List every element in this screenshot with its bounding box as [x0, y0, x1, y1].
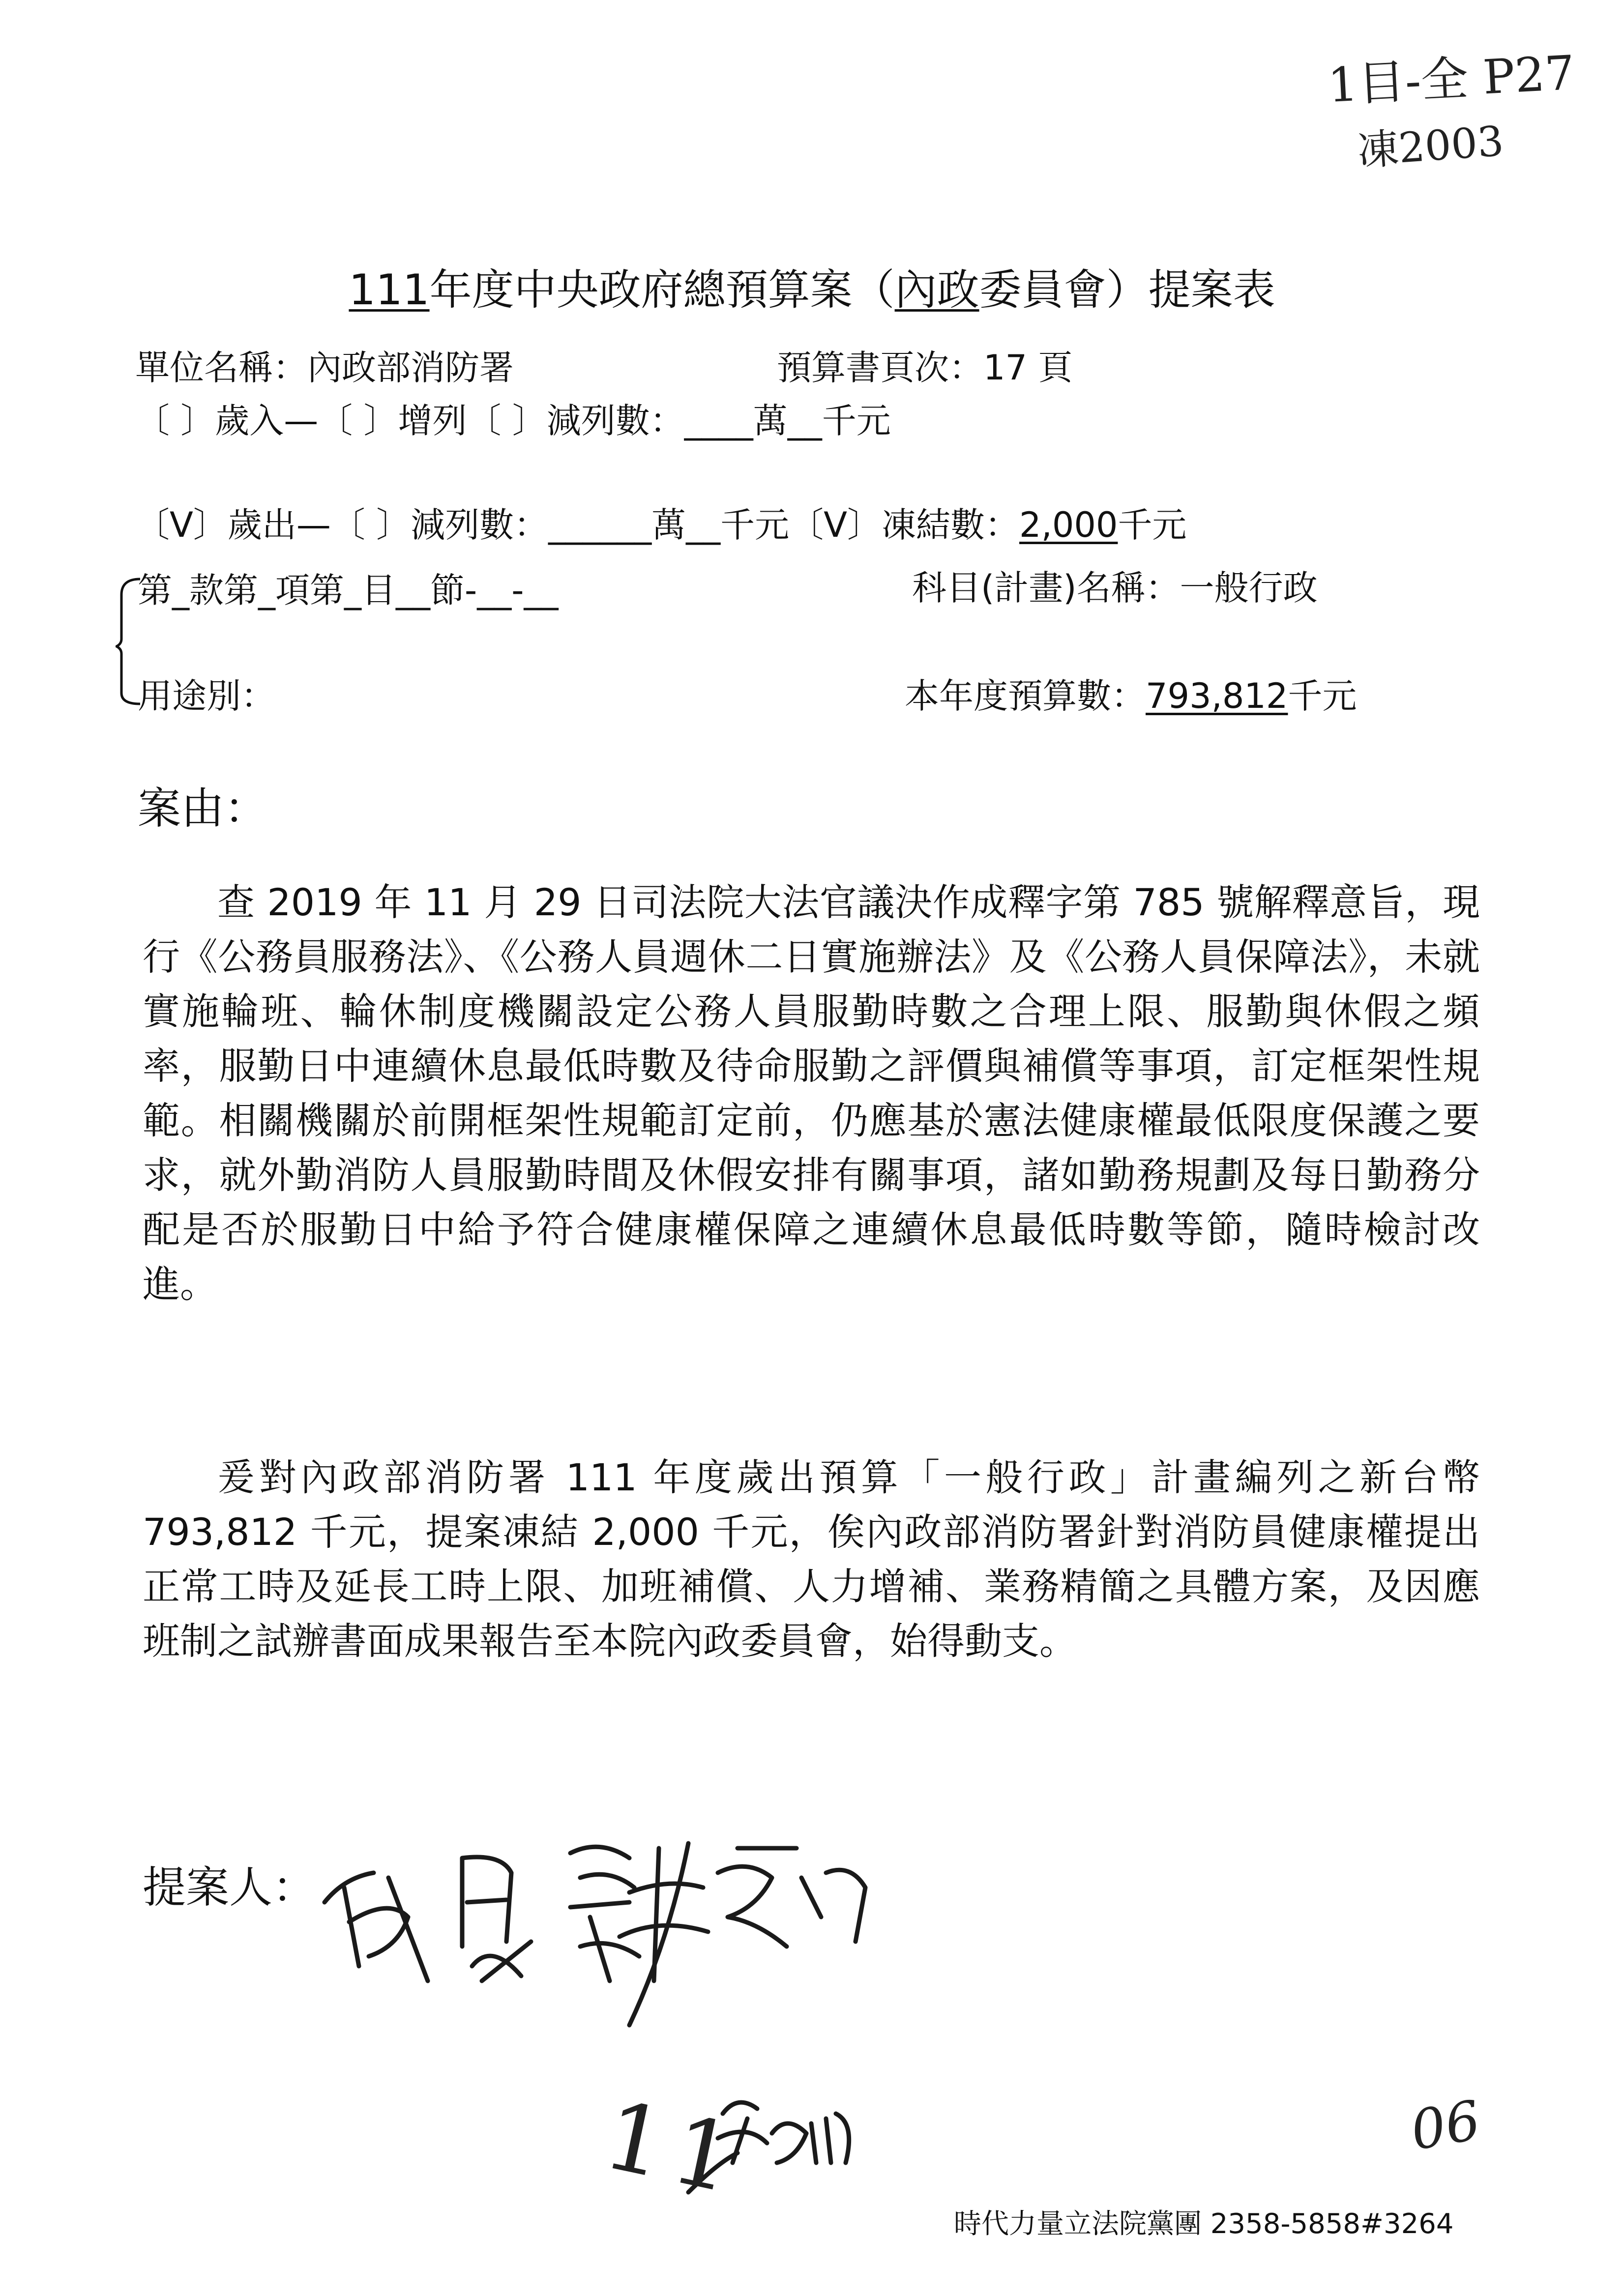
handwritten-note-freeze: 凍2003 [1356, 116, 1506, 175]
subject-name: 科目(計畫)名稱：一般行政 [912, 568, 1318, 608]
expense-line: 〔V〕歲出—〔 〕減列數：______萬__千元〔V〕凍結數：2,000千元 [135, 505, 1187, 545]
reason-heading: 案由： [138, 783, 268, 834]
handwritten-mark-11: 11 [595, 2081, 753, 2216]
usage-label: 用途別： [138, 676, 275, 716]
proposer-label: 提案人： [143, 1862, 316, 1913]
section-line: 第_款第_項第_目__節-__-__ [138, 570, 559, 610]
reason-paragraph-2: 爰對內政部消防署 111 年度歲出預算「一般行政」計畫編列之新台幣 793,812 千元，提案凍結 2,000 千元，俟內政部消防署針對消防員健康權提出正常工時及延長工時上限、加班補償、人力增補、業務精簡之具體方案，及因應班制之試辦書面成果報告至本院內政委員會，始得動支。 [143, 1455, 1480, 1663]
revenue-line: 〔 〕歲入—〔 〕增列〔 〕減列數：____萬__千元 [135, 401, 891, 441]
page-number: 06 [1406, 2088, 1485, 2163]
footer-contact: 時代力量立法院黨團 2358-5858#3264 [954, 2208, 1454, 2240]
budget-total: 本年度預算數：793,812千元 [905, 676, 1357, 716]
reason-paragraph-1: 查 2019 年 11 月 29 日司法院大法官議決作成釋字第 785 號解釋意旨，現行《公務員服務法》、《公務人員週休二日實施辦法》及《公務人員保障法》，未就實施輪班、輪休制度機關設定公務人員服勤時數之合理上限、服勤與休假之頻率，服勤日中連續休息最低時數及待命服勤之評價與補償等事項，訂定框架性規範。相關機關於前開框架性規範訂定前，仍應基於憲法健康權最低限度保護之要求，就外勤消防人員服勤時間及休假安排有關事項，諸如勤務規劃及每日勤務分配是否於服勤日中給予符合健康權保障之連續休息最低時數等節，隨時檢討改進。 [143, 880, 1480, 1306]
handwritten-note-top: 1目-全 P27 [1326, 45, 1576, 114]
page-title: 111年度中央政府總預算案（內政委員會）提案表 [349, 265, 1275, 315]
freeze-amount: 2,000 [1019, 505, 1118, 545]
budget-book-page: 預算書頁次：17 頁 [777, 348, 1073, 388]
unit-name: 單位名稱：內政部消防署 [135, 348, 514, 388]
